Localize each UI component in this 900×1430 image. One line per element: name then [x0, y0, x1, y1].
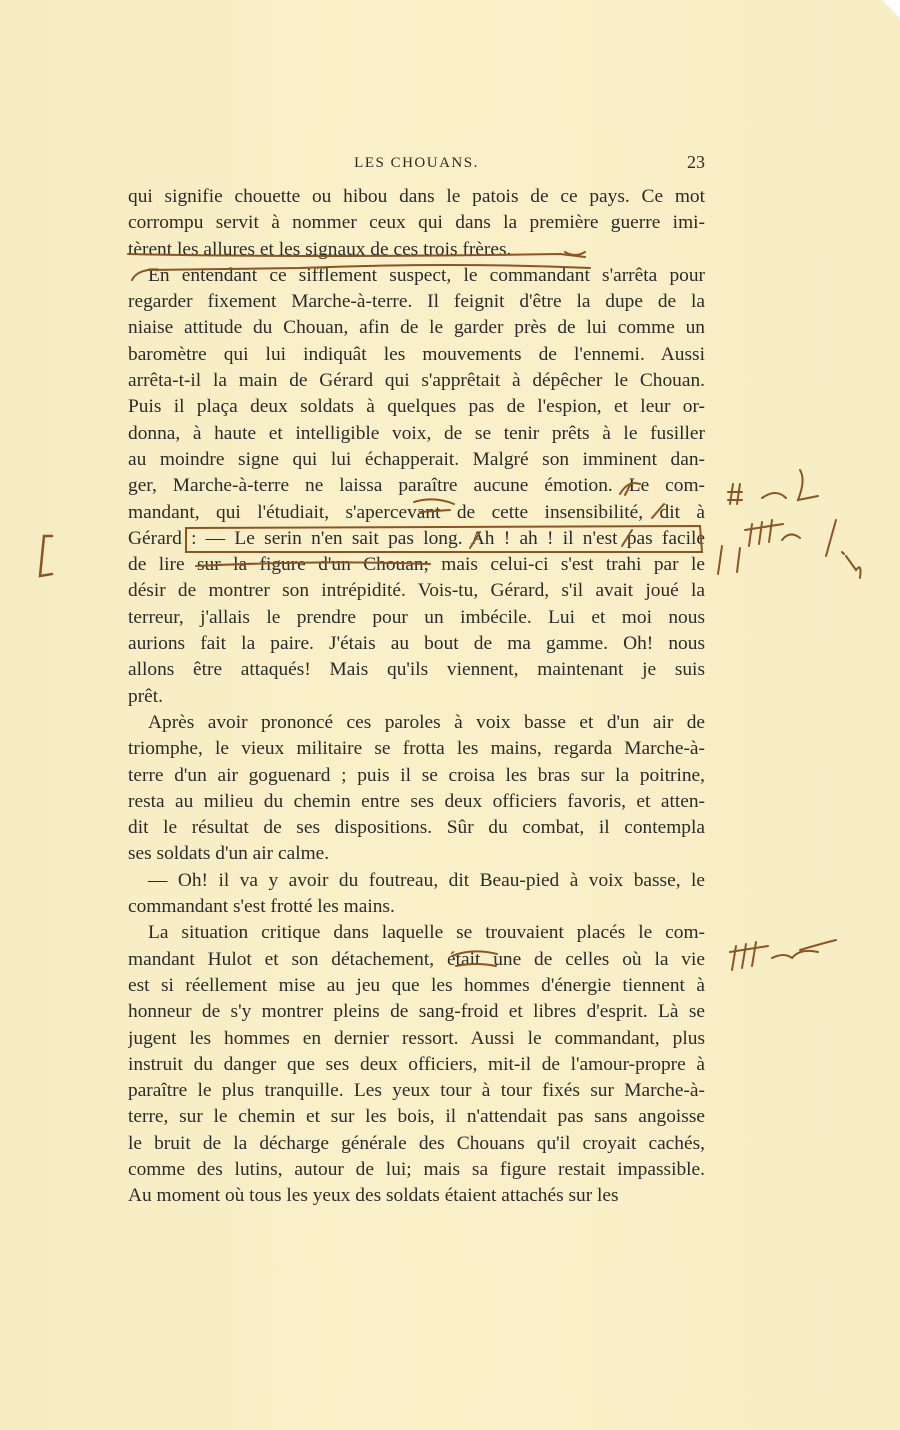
text-line: paraître le plus tranquille. Les yeux tour à tour fixés sur Marche-à-: [128, 1080, 705, 1102]
margin-note-1: [760, 600, 763, 601]
running-title: LES CHOUANS.: [354, 155, 479, 171]
text-line: ger, Marche-à-terre ne laissa paraître aucune émotion. Le com-: [128, 475, 705, 497]
margin-ttt-2: [730, 940, 836, 970]
text-line: aurions fait la paire. J'étais au bout de ma gamme. Oh! nous: [128, 633, 705, 655]
text-line: donna, à haute et intelligible voix, de se tenir prêts à le fusiller: [128, 422, 705, 444]
text-line: niaise attitude du Chouan, afin de le garder près de lui comme un: [128, 317, 705, 339]
text-line: triomphe, le vieux militaire se frotta les mains, regarda Marche-à-: [128, 738, 705, 760]
margin-ttt-1: [745, 520, 800, 546]
text-line: comme des lutins, autour de lui; mais sa figure restait impassible.: [128, 1158, 705, 1180]
text-line: resta au milieu du chemin entre ses deux officiers favoris, et atten-: [128, 790, 705, 812]
margin-note-2: [760, 610, 763, 611]
margin-delete: [762, 470, 818, 500]
text-line: mandant, qui l'étudiait, s'apercevant de cette insensibilité, dit à: [128, 501, 705, 523]
page-number: 23: [687, 152, 705, 172]
text-line: de lire sur la figure d'un Chouan; mais celui-ci s'est trahi par le: [128, 554, 705, 576]
text-line: dit le résultat de ses dispositions. Sûr du combat, il contempla: [128, 817, 705, 839]
text-line: jugent les hommes en dernier ressort. Aussi le commandant, plus: [128, 1027, 705, 1049]
margin-slash-1: [826, 520, 836, 556]
margin-slash-3: [737, 548, 740, 572]
text-line: — Oh! il va y avoir du foutreau, dit Beau-pied à voix basse, le: [148, 869, 705, 891]
text-line: commandant s'est frotté les mains.: [128, 896, 395, 918]
text-line: prêt.: [128, 685, 163, 707]
running-head: [128, 152, 705, 176]
margin-colon: [846, 556, 861, 578]
text-line: est si réellement mise au jeu que les hommes d'énergie tiennent à: [128, 974, 705, 996]
text-line: corrompu servit à nommer ceux qui dans la première guerre imi-: [128, 212, 705, 234]
text-line: regarder fixement Marche-à-terre. Il feignit d'être la dupe de la: [128, 291, 705, 313]
body-text: [128, 184, 705, 1210]
text-line: Au moment où tous les yeux des soldats étaient attachés sur les: [128, 1185, 619, 1207]
text-line: tèrent les allures et les signaux de ces trois frères.: [128, 238, 512, 260]
margin-hash: [728, 484, 742, 504]
text-line: terre d'un air goguenard ; puis il se croisa les bras sur la poitrine,: [128, 764, 705, 786]
text-line: terre, sur le chemin et sur les bois, il n'attendait pas sans angoisse: [128, 1106, 705, 1128]
text-line: ses soldats d'un air calme.: [128, 843, 330, 865]
text-line: En entendant ce sifflement suspect, le commandant s'arrêta pour: [148, 264, 705, 286]
page-corner: [882, 0, 900, 18]
text-line: baromètre qui lui indiquât les mouvements de l'ennemi. Aussi: [128, 343, 705, 365]
margin-slash-2: [718, 546, 722, 574]
text-line: La situation critique dans laquelle se trouvaient placés le com-: [148, 922, 705, 944]
text-line: mandant Hulot et son détachement, était une de celles où la vie: [128, 948, 705, 970]
text-line: Gérard : — Le serin n'en sait pas long. Ah ! ah ! il n'est pas facile: [128, 527, 705, 549]
text-line: qui signifie chouette ou hibou dans le patois de ce pays. Ce mot: [128, 186, 705, 207]
text-line: Après avoir prononcé ces paroles à voix basse et d'un air de: [148, 711, 705, 733]
text-line: instruit du danger que ses deux officiers, mit-il de l'amour-propre à: [128, 1053, 705, 1075]
text-line: terreur, j'allais le prendre pour un imbécile. Lui et moi nous: [128, 606, 705, 628]
text-line: honneur de s'y montrer pleins de sang-froid et libres d'esprit. Là se: [128, 1001, 705, 1023]
text-line: arrêta-t-il la main de Gérard qui s'apprêtait à dépêcher le Chouan.: [128, 370, 705, 392]
text-line: Puis il plaça deux soldats à quelques pas de l'espion, et leur or-: [128, 396, 705, 418]
left-bracket-mark: [40, 536, 52, 576]
margin-dot-1: [842, 552, 844, 554]
text-line: désir de montrer son intrépidité. Vois-tu, Gérard, s'il avait joué la: [128, 580, 705, 602]
text-line: allons être attaqués! Mais qu'ils viennent, maintenant je suis: [128, 659, 705, 681]
text-line: le bruit de la décharge générale des Chouans qu'il croyait cachés,: [128, 1132, 705, 1154]
text-line: au moindre signe qui lui échapperait. Malgré son imminent dan-: [128, 448, 705, 470]
margin-note-4: [760, 1000, 763, 1001]
margin-note-3: [760, 620, 762, 621]
